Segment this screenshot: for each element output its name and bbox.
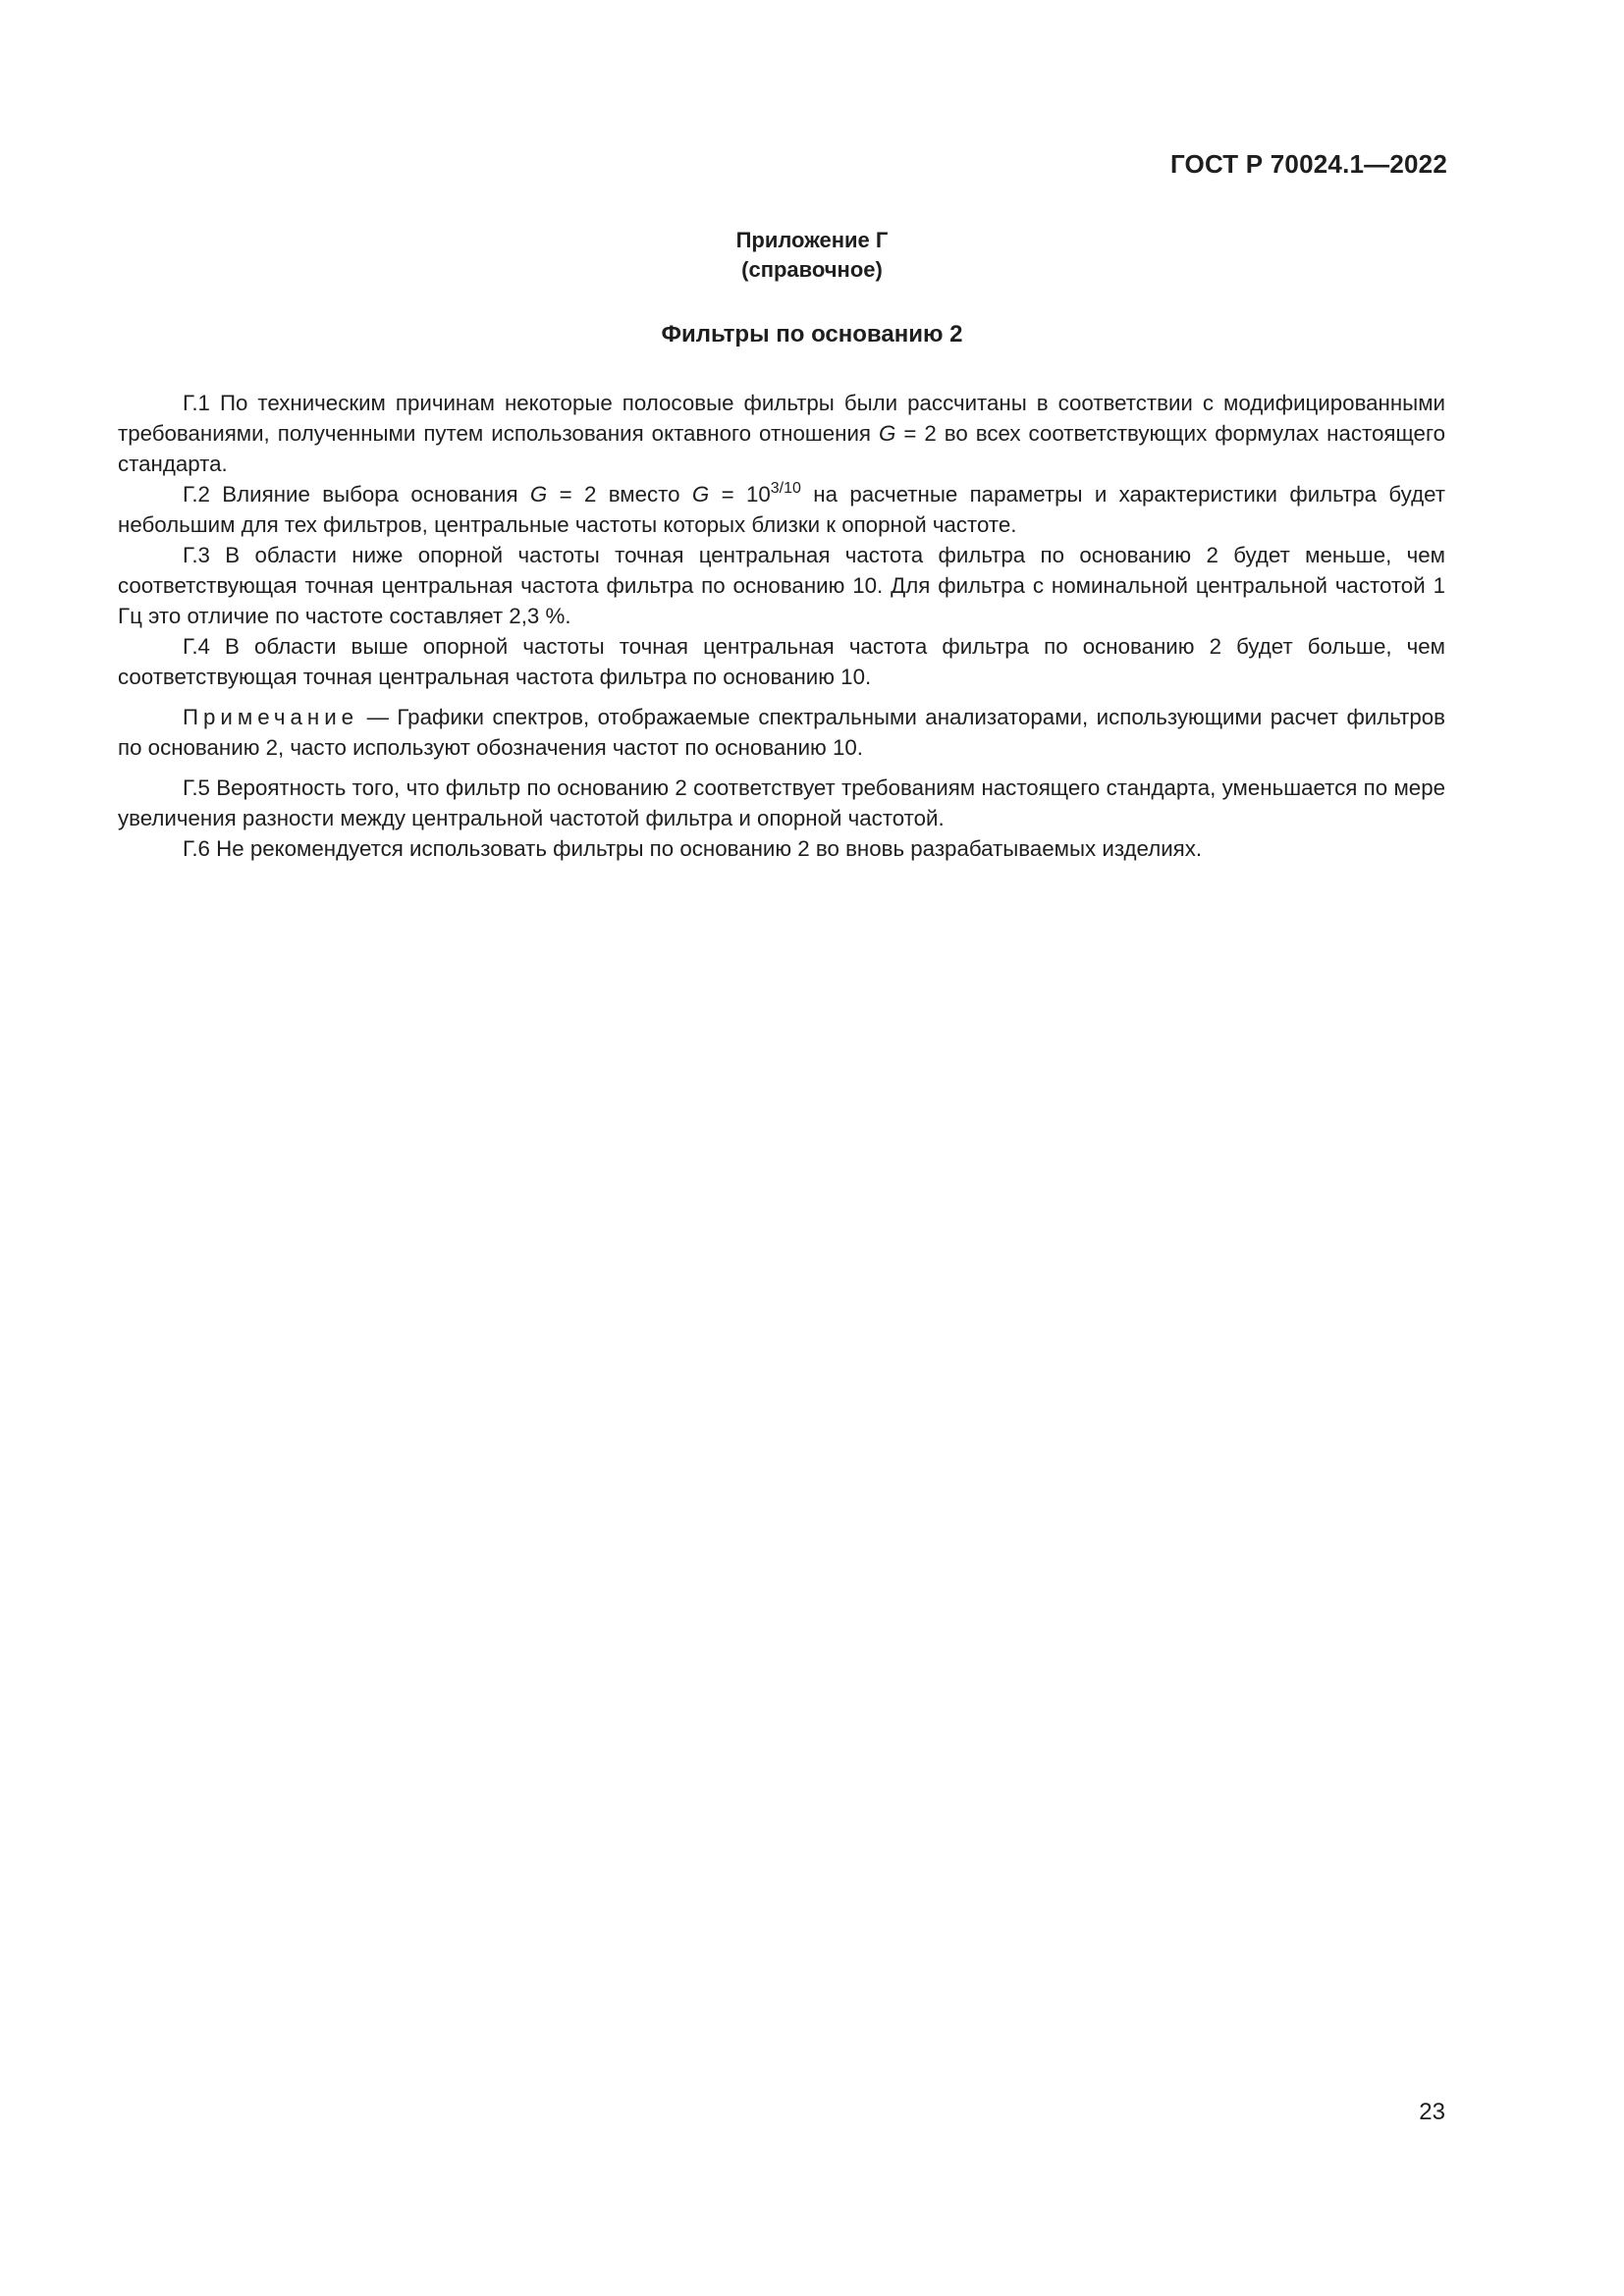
exponent: 3/10	[770, 480, 801, 497]
paragraph-g3: Г.3 В области ниже опорной частоты точная центральная частота фильтра по основанию 2 будет меньше, чем соответствующая точная центральная частота фильтра по основанию 10. Для фильтра с номинальной центральной частотой 1 Гц это отличие по частоте составляет 2,3 %.	[118, 543, 1445, 628]
annex-heading	[0, 226, 1624, 285]
paragraph-g6: Г.6 Не рекомендуется использовать фильтры по основанию 2 во вновь разрабатываемых изделиях.	[183, 836, 1203, 861]
note-label: Примечание	[183, 705, 359, 729]
document-code-header: ГОСТ Р 70024.1—2022	[1169, 149, 1447, 179]
section-title: Фильтры по основанию 2	[661, 321, 963, 347]
annex-status: (справочное)	[741, 257, 883, 282]
paragraph-g2: Г.2 Влияние выбора основания G = 2 вместо $G = 10^{3/10}$ на расчетные параметры и характеристики фильтра будет небольшим для тех фильтров, центральные частоты которых близки к опорной частоте.	[118, 480, 1445, 537]
document-body	[118, 388, 1445, 864]
paragraph-g5: Г.5 Вероятность того, что фильтр по основанию 2 соответствует требованиям настоящего стандарта, уменьшается по мере увеличения разности между центральной частотой фильтра и опорной частотой.	[118, 775, 1445, 830]
note-text: — Графики спектров, отображаемые спектральными анализаторами, использующими расчет фильтров по основанию 2, часто используют обозначения частот по основанию 10.	[118, 705, 1445, 760]
paragraph-g4: Г.4 В области выше опорной частоты точная центральная частота фильтра по основанию 2 будет больше, чем соответствующая точная центральная частота фильтра по основанию 10.	[118, 634, 1445, 689]
paragraph-g1: Г.1 По техническим причинам некоторые полосовые фильтры были рассчитаны в соответствии с модифицированными требованиями, полученными путем использования октавного отношения G = 2 во всех соответствующих формулах настоящего стандарта.	[118, 391, 1445, 476]
annex-title: Приложение Г	[735, 228, 889, 252]
note-paragraph	[118, 702, 1445, 763]
page-number: 23	[1419, 2099, 1445, 2125]
